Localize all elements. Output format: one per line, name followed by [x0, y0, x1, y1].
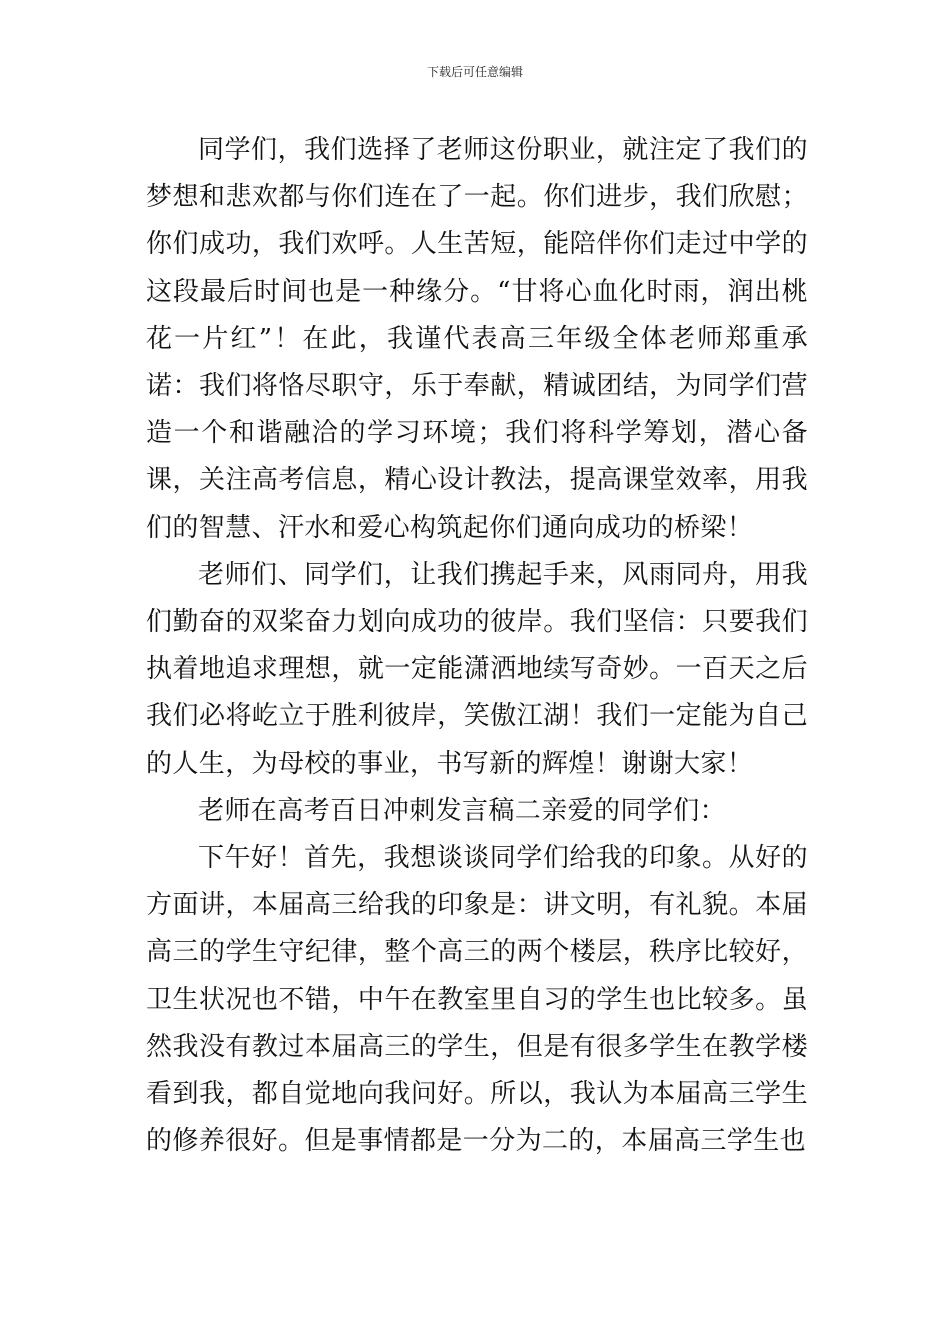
- paragraph-2: 老师们、同学们，让我们携起手来，风雨同舟，用我们勤奋的双桨奋力划向成功的彼岸。我们坚信：只要我们执着地追求理想，就一定能潇洒地续写奇妙。一百天之后我们必将屹立于胜利彼岸，笑傲江湖！我们一定能为自己的人生，为母校的事业，书写新的辉煌！谢谢大家！: [146, 559, 808, 779]
- paragraph-3: 老师在高考百日冲刺发言稿二亲爱的同学们：: [198, 795, 727, 826]
- header-note: 下载后可任意编辑: [426, 65, 523, 79]
- paragraph-1: 同学们，我们选择了老师这份职业，就注定了我们的梦想和悲欢都与你们连在了一起。你们进步，我们欣慰；你们成功，我们欢呼。人生苦短，能陪伴你们走过中学的这段最后时间也是一种缘分。“甘将心血化时雨，润出桃花一片红”！在此，我谨代表高三年级全体老师郑重承诺：我们将恪尽职守，乐于奉献，精诚团结，为同学们营造一个和谐融洽的学习环境；我们将科学筹划，潜心备课，关注高考信息，精心设计教法，提高课堂效率，用我们的智慧、汗水和爱心构筑起你们通向成功的桥梁！: [146, 135, 808, 543]
- document-body: [146, 127, 808, 1165]
- paragraph-4: 下午好！首先，我想谈谈同学们给我的印象。从好的方面讲，本届高三给我的印象是：讲文明，有礼貌。本届高三的学生守纪律，整个高三的两个楼层，秩序比较好，卫生状况也不错，中午在教室里自习的学生也比较多。虽然我没有教过本届高三的学生，但是有很多学生在教学楼看到我，都自觉地向我问好。所以，我认为本届高三学生的修养很好。但是事情都是一分为二的，本届高三学生也: [146, 843, 808, 1157]
